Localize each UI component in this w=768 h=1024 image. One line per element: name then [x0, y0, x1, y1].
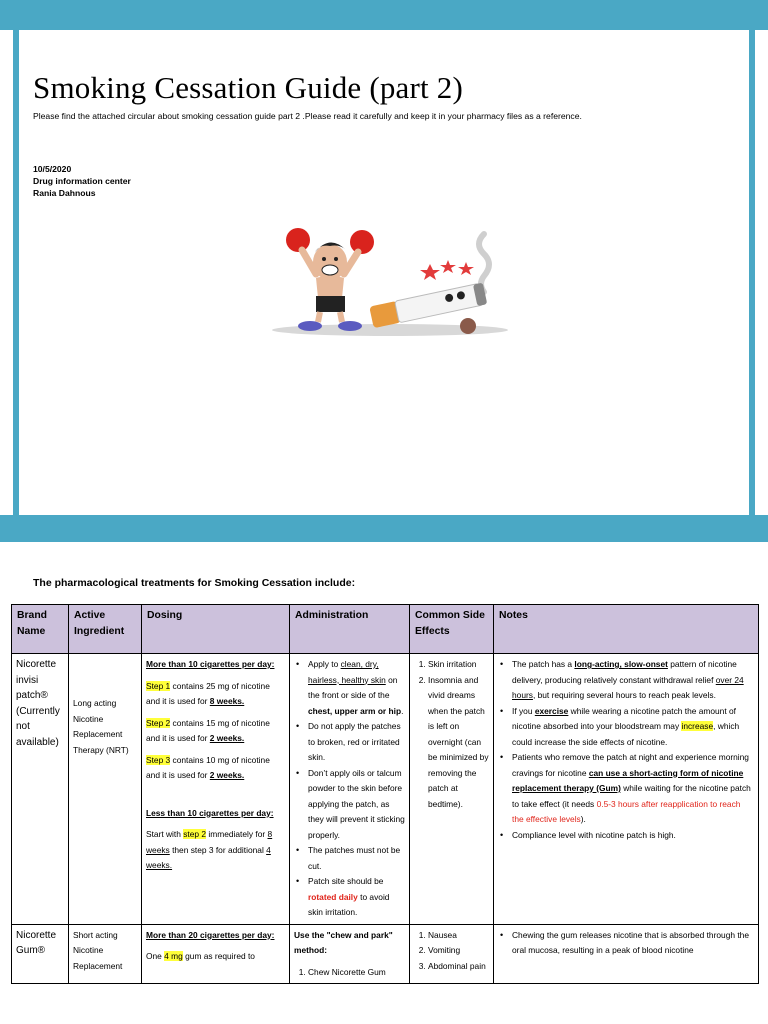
gum-ingredient: Short acting Nicotine Replacement: [69, 924, 142, 984]
note-text: If you: [512, 705, 535, 716]
list-item: 1. Nausea: [428, 928, 489, 944]
meta-block: [33, 163, 131, 199]
header-dosing: Dosing: [142, 605, 290, 654]
table-row: [12, 654, 759, 925]
patch-brand-note: (Currently not available): [16, 705, 60, 748]
left-border: [13, 30, 19, 515]
list-item: • The patches must not be cut.: [308, 843, 405, 874]
step-duration: 8 weeks: [146, 829, 273, 855]
list-item: [512, 704, 754, 751]
patch-dosing: [142, 654, 290, 925]
note-text: 0.5-3 hours after reapplication to reach the effective levels: [512, 798, 741, 824]
list-item: [512, 750, 754, 828]
note-text: ).: [580, 814, 586, 824]
dose-heading: Less than 10 cigarettes per day:: [146, 807, 274, 818]
dose-text: One: [146, 951, 165, 961]
patch-side-effects: [410, 654, 494, 925]
step-duration: 4 weeks.: [146, 844, 271, 870]
step-text: contains 25 mg of nicotine and it is used for: [146, 680, 270, 706]
step-label: Step 2: [146, 717, 171, 728]
note-text: pattern of nicotine delivery, producing relatively constant withdrawal relief: [512, 659, 737, 685]
admin-text: .: [401, 705, 404, 716]
top-band: [0, 0, 768, 30]
step-duration: 2 weeks.: [209, 733, 245, 743]
note-text: , but requiring several hours to reach peak levels.: [532, 690, 716, 700]
section-lead: The pharmacological treatments for Smoking Cessation include:: [33, 577, 356, 589]
note-text: The patch has a: [512, 659, 575, 669]
header-brand: Brand Name: [12, 605, 69, 654]
admin-text: on the front or side of the: [308, 674, 398, 700]
dose-heading: More than 20 cigarettes per day:: [146, 929, 275, 940]
list-item: 1. Skin irritation: [428, 657, 489, 673]
gum-side-effects: [410, 924, 494, 984]
list-item: 2. Insomnia and vivid dreams when the patch is left on overnight (can be minimized by removing the patch at bedtime).: [428, 673, 489, 813]
bottom-band: [0, 515, 768, 542]
dose-heading: More than 10 cigarettes per day:: [146, 659, 275, 669]
patch-notes: [494, 654, 759, 925]
step-label: Step 3: [146, 754, 171, 765]
gum-administration: [290, 924, 410, 984]
step-label: Step 1: [146, 680, 171, 691]
dose-text: then step 3 for additional: [169, 844, 267, 855]
table-header-row: [12, 605, 759, 654]
author: Rania Dahnous: [33, 188, 96, 198]
admin-text: rotated daily: [308, 891, 358, 902]
list-item: [308, 657, 405, 719]
step-duration: 2 weeks.: [209, 770, 245, 780]
patch-brand: Nicorette invisi patch®: [16, 659, 57, 701]
step-label: step 2: [183, 829, 207, 839]
right-border: [749, 30, 755, 515]
header-side-effects: Common Side Effects: [410, 605, 494, 654]
list-item: [308, 874, 405, 921]
intro-text: Please find the attached circular about smoking cessation guide part 2 .Please read it carefully and keep it in your pharmacy files as a reference.: [33, 111, 582, 121]
header-administration: Administration: [290, 605, 410, 654]
dose-text: immediately for: [206, 829, 268, 839]
admin-text: clean, dry, hairless, healthy skin: [308, 659, 386, 685]
dose-text: gum as required to: [182, 951, 255, 961]
list-item: [512, 657, 754, 704]
list-item: 2. Vomiting: [428, 943, 489, 959]
admin-text: chest, upper arm or hip: [308, 705, 402, 716]
treatments-table: [11, 604, 759, 984]
list-item: 1. Chew Nicorette Gum: [308, 965, 405, 981]
boxer-figure: [286, 228, 374, 331]
note-text: Patients who remove the patch at night and experience morning cravings for nicotine: [512, 752, 749, 778]
note-text: while wearing a nicotine patch the amount of nicotine absorbed into your bloodstream may: [512, 705, 736, 731]
cigarette-figure: [369, 234, 489, 334]
patch-ingredient: Long acting Nicotine Replacement Therapy (NRT): [69, 654, 142, 925]
admin-text: Apply to: [308, 659, 341, 669]
dose-text: Start with: [146, 829, 184, 839]
admin-text: Patch site should be: [308, 876, 384, 886]
list-item: • Compliance level with nicotine patch is high.: [512, 828, 754, 844]
table-row: [12, 924, 759, 984]
step-text: contains 15 mg of nicotine and it is used for: [146, 717, 270, 743]
note-text: exercise: [534, 705, 569, 716]
date: 10/5/2020: [33, 164, 72, 174]
department: Drug information center: [33, 176, 131, 186]
step-duration: 8 weeks.: [209, 696, 245, 706]
note-text: increase: [681, 721, 714, 731]
admin-heading: Use the "chew and park" method:: [294, 929, 393, 955]
list-item: • Don’t apply oils or talcum powder to the skin before applying the patch, as they will prevent it sticking properly.: [308, 766, 405, 844]
note-text: , which could increase the side effects of nicotine.: [512, 721, 740, 747]
note-text: over 24 hours: [512, 674, 744, 700]
step-text: contains 10 mg of nicotine and it is used for: [146, 754, 270, 780]
list-item: • Do not apply the patches to broken, red or irritated skin.: [308, 719, 405, 766]
list-item: 3. Abdominal pain: [428, 959, 489, 975]
list-item: • Chewing the gum releases nicotine that is absorbed through the oral mucosa, resulting in a peak of blood nicotine: [512, 928, 754, 959]
note-text: while waiting for the nicotine patch to take effect (it needs: [512, 783, 751, 809]
header-notes: Notes: [494, 605, 759, 654]
header-ingredient: Active Ingredient: [69, 605, 142, 654]
patch-administration: [290, 654, 410, 925]
admin-text: to avoid skin irritation.: [308, 891, 390, 917]
note-text: can use a short-acting form of nicotine replacement therapy (Gum): [512, 767, 744, 793]
gum-notes: [494, 924, 759, 984]
patch-brand-cell: [12, 654, 69, 925]
page-title: Smoking Cessation Guide (part 2): [33, 70, 464, 105]
gum-dosing: [142, 924, 290, 984]
dose-text: 4 mg: [164, 951, 183, 961]
boxer-cigarette-illustration: [270, 222, 510, 340]
note-text: long-acting, slow-onset: [574, 659, 668, 669]
gum-brand: Nicorette Gum®: [12, 924, 69, 984]
